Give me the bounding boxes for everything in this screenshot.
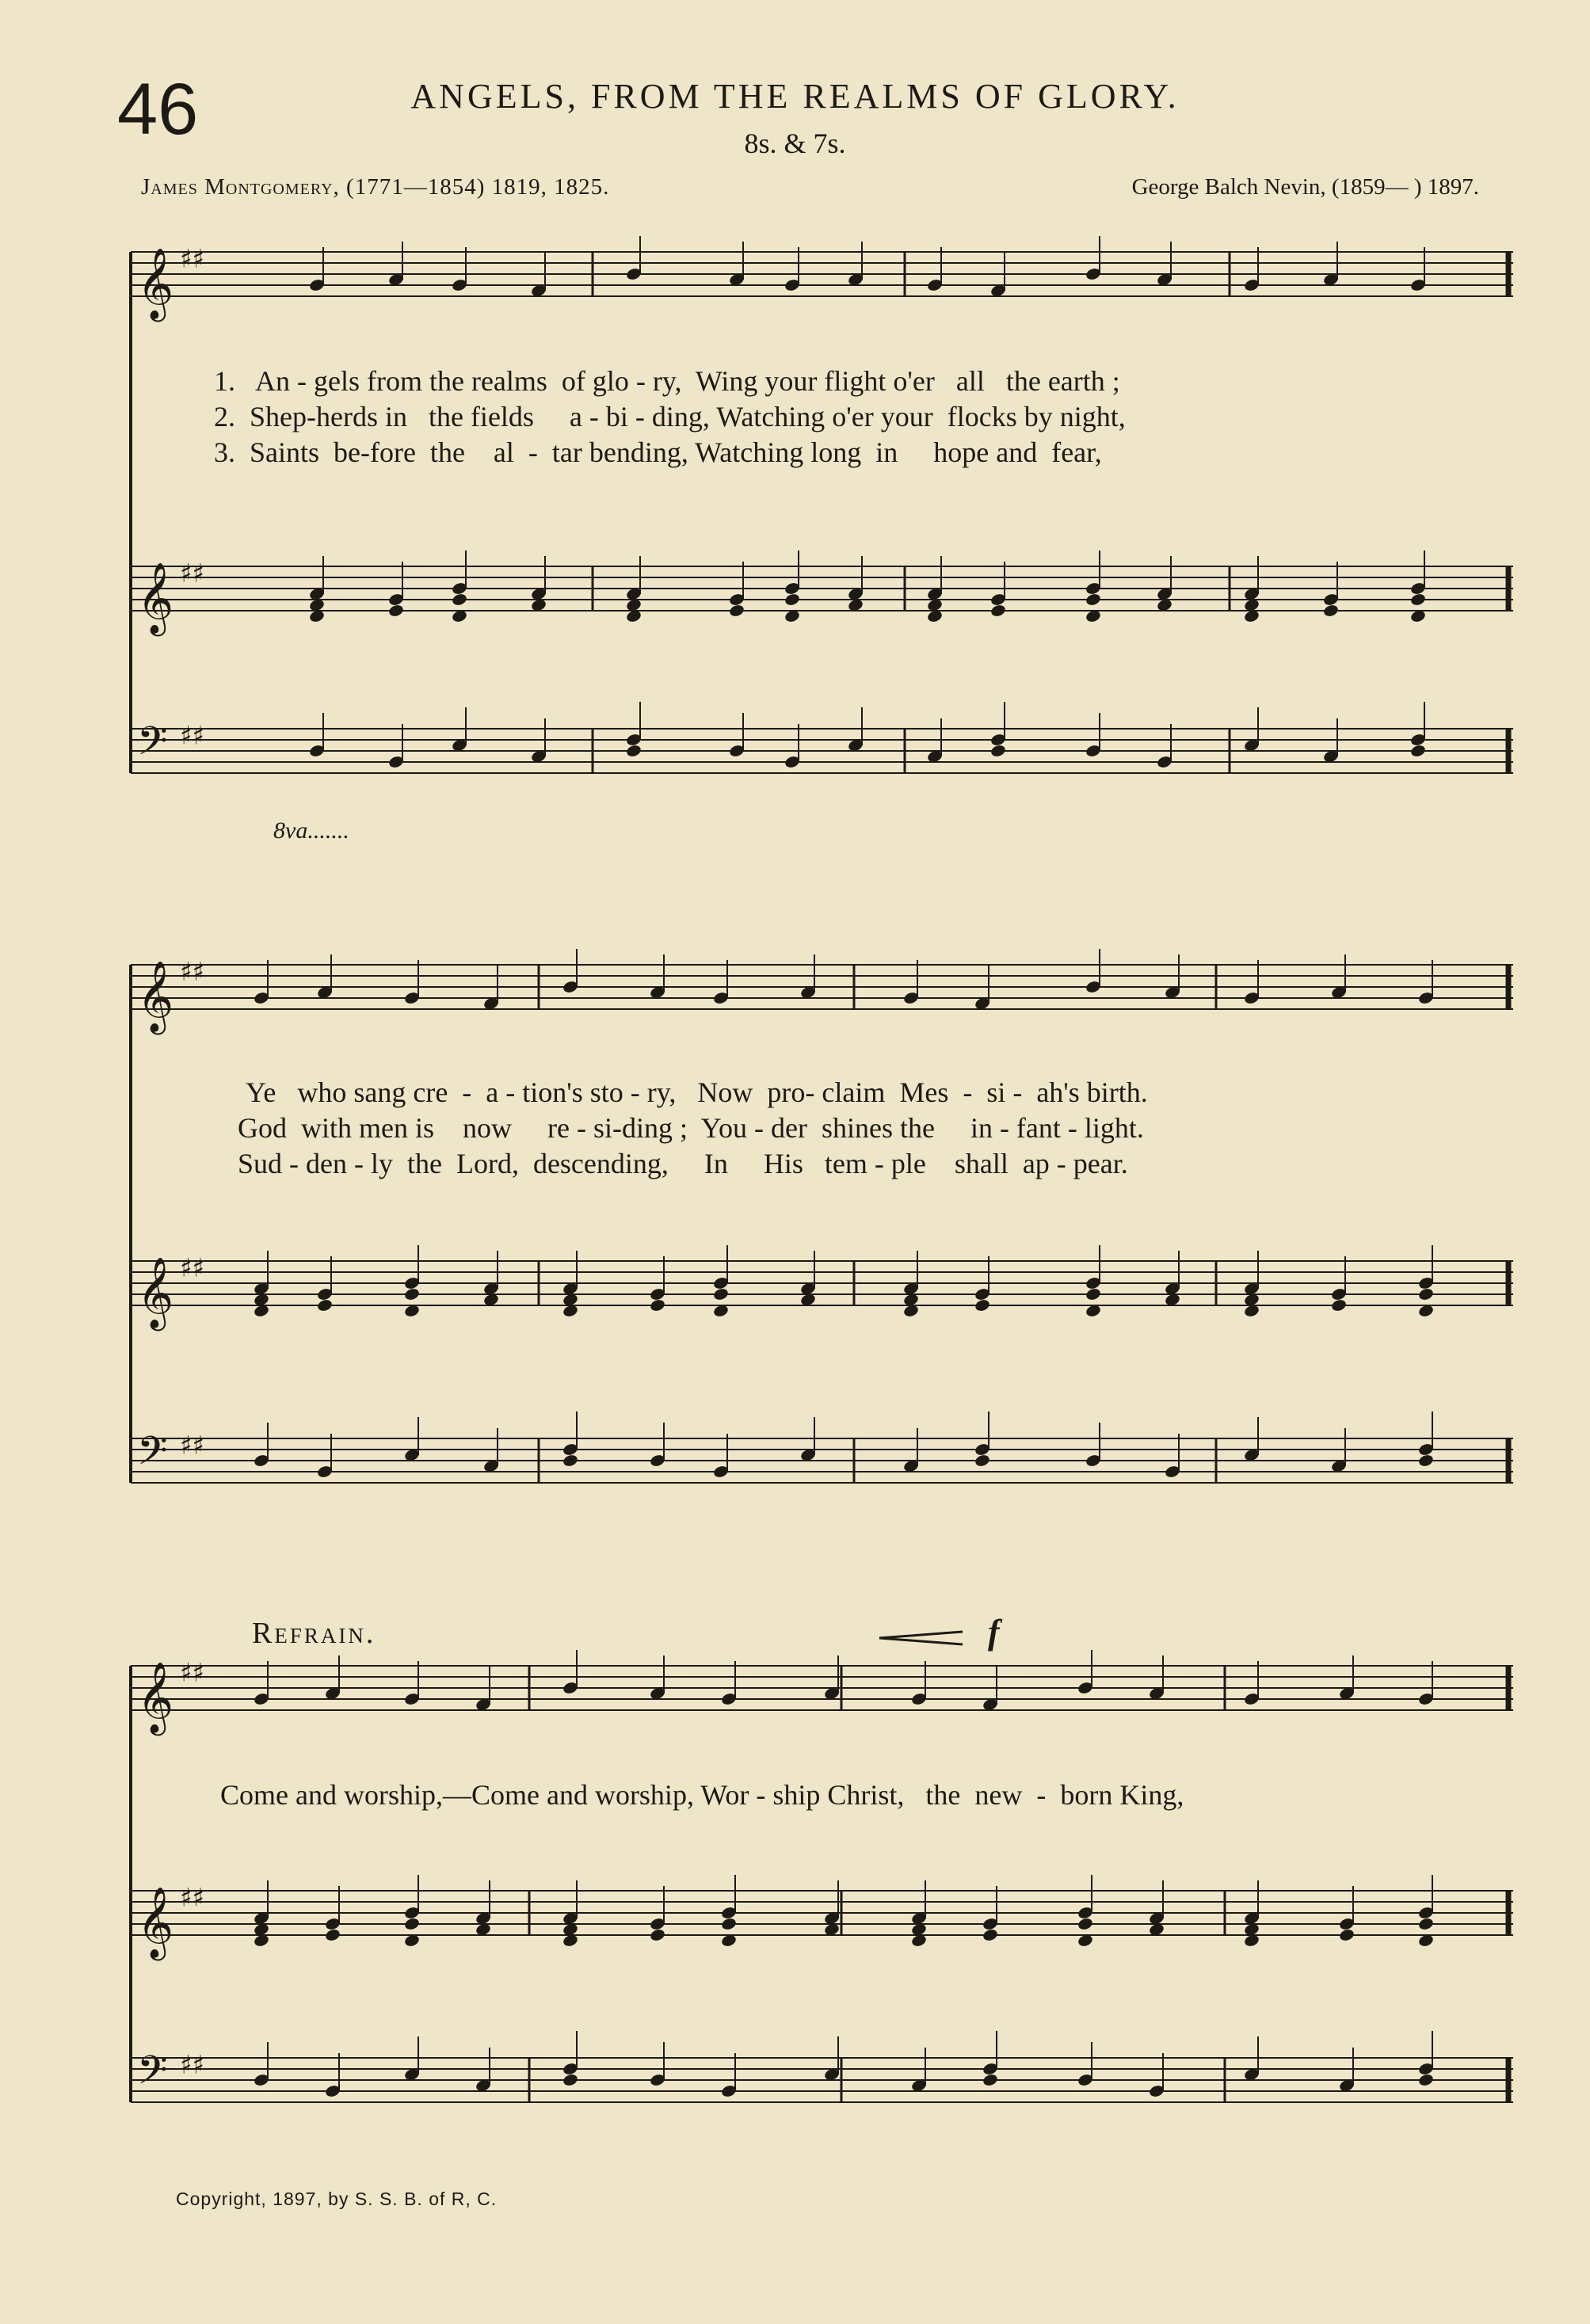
verse-2-line-1: 2. Shep-herds in the fields a - bi - ding, Watching o'er your flocks by night, — [214, 401, 1126, 432]
system-1-harmony-note — [1322, 604, 1339, 618]
system-3-harmony-note — [403, 1917, 420, 1931]
system-2-harmony-note — [1085, 1287, 1101, 1301]
forte-dynamic: f — [988, 1613, 1000, 1652]
system-1-harmony-note — [387, 604, 404, 618]
system-1-harmony-note — [728, 604, 745, 618]
treble-clef: 𝄞 — [137, 248, 174, 319]
bass-clef: 𝄢 — [137, 1428, 168, 1484]
refrain-lyrics: Come and worship,—Come and worship, Wor - ship Christ, the new - born King, — [220, 1779, 1184, 1811]
hymn-title: ANGELS, FROM THE REALMS OF GLORY. — [410, 77, 1180, 116]
system-1-harmony-note — [784, 592, 800, 607]
treble-clef: 𝄞 — [137, 562, 174, 634]
treble-clef: 𝄞 — [137, 961, 174, 1032]
author-credit: James Montgomery, (1771—1854) 1819, 1825. — [141, 174, 610, 200]
system-3-harmony-note — [1338, 1928, 1355, 1942]
key-signature: ♯♯ — [180, 1252, 204, 1283]
crescendo-hairpin — [879, 1632, 963, 1644]
key-signature: ♯♯ — [180, 1430, 204, 1461]
system-3-bass-note — [562, 2073, 578, 2087]
system-1-harmony-note — [451, 592, 467, 607]
system-1-bass-note — [989, 744, 1006, 758]
verse-3-line-1: 3. Saints be-fore the al - tar bending, Watching long in hope and fear, — [214, 436, 1102, 468]
system-2-bass-note — [562, 1453, 578, 1468]
system-3-harmony-note — [324, 1928, 341, 1942]
octave-marking: 8va....... — [273, 817, 349, 844]
bass-clef: 𝄢 — [137, 718, 168, 774]
treble-clef: 𝄞 — [137, 1257, 174, 1328]
verse-1-line-1: 1. An - gels from the realms of glo - ry, Wing your flight o'er all the earth ; — [214, 365, 1120, 397]
key-signature: ♯♯ — [180, 2049, 204, 2080]
system-3-harmony-note — [982, 1928, 998, 1942]
system-3-harmony-note — [649, 1928, 665, 1942]
verse-1-line-2: Ye who sang cre - a - tion's sto - ry, Now pro- claim Mes - si - ah's birth. — [246, 1076, 1148, 1108]
verse-3-line-2: Sud - den - ly the Lord, descending, In His tem - ple shall ap - pear. — [238, 1148, 1128, 1179]
bass-clef: 𝄢 — [137, 2048, 168, 2103]
system-1-harmony-note — [1085, 592, 1101, 607]
system-3-bass-note — [982, 2073, 998, 2087]
system-2-harmony-note — [712, 1287, 729, 1301]
key-signature: ♯♯ — [180, 1657, 204, 1688]
hymn-meter: 8s. & 7s. — [744, 128, 846, 159]
composer-credit: George Balch Nevin, (1859— ) 1897. — [1131, 174, 1479, 200]
system-2-harmony-note — [316, 1298, 333, 1312]
verse-2-line-2: God with men is now re - si-ding ; You - der shines the in - fant - light. — [238, 1112, 1144, 1144]
treble-clef: 𝄞 — [137, 1662, 174, 1733]
system-3-bass-note — [1417, 2073, 1434, 2087]
treble-clef: 𝄞 — [137, 1887, 174, 1958]
system-1-harmony-note — [989, 604, 1006, 618]
system-1-harmony-note — [1409, 592, 1426, 607]
system-2-harmony-note — [649, 1298, 665, 1312]
key-signature: ♯♯ — [180, 720, 204, 751]
system-3-harmony-note — [1417, 1917, 1434, 1931]
key-signature: ♯♯ — [180, 558, 204, 589]
key-signature: ♯♯ — [180, 243, 204, 274]
system-2-harmony-note — [974, 1298, 990, 1312]
system-1-bass-note — [1409, 744, 1426, 758]
system-2-harmony-note — [403, 1287, 420, 1301]
system-3-harmony-note — [1077, 1917, 1093, 1931]
key-signature: ♯♯ — [180, 956, 204, 987]
system-3-harmony-note — [720, 1917, 737, 1931]
key-signature: ♯♯ — [180, 1882, 204, 1913]
copyright-notice: Copyright, 1897, by S. S. B. of R, C. — [176, 2189, 498, 2209]
system-2-harmony-note — [1417, 1287, 1434, 1301]
refrain-label: Refrain. — [252, 1617, 376, 1650]
system-2-bass-note — [974, 1453, 990, 1468]
system-2-bass-note — [1417, 1453, 1434, 1468]
system-1-bass-note — [625, 744, 642, 758]
system-2-harmony-note — [1330, 1298, 1347, 1312]
hymn-number: 46 — [117, 69, 199, 150]
